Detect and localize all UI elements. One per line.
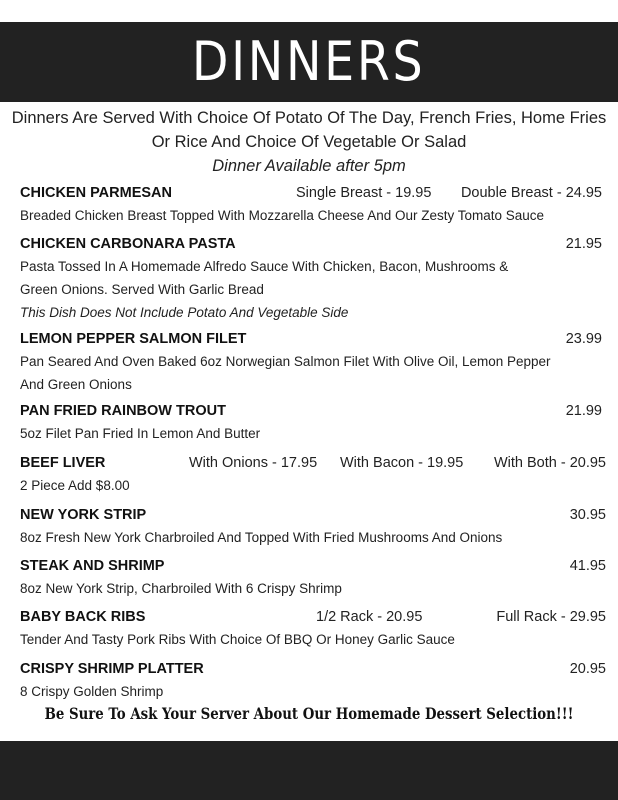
footer-banner xyxy=(0,741,618,800)
item-description: Pasta Tossed In A Homemade Alfredo Sauce With Chicken, Bacon, Mushrooms & xyxy=(20,259,509,274)
item-price: With Onions - 17.95 xyxy=(189,455,318,471)
menu-item-lemon-pepper-salmon-filet xyxy=(20,328,606,396)
item-name: BEEF LIVER xyxy=(20,455,106,471)
menu-item-chicken-parmesan xyxy=(20,182,606,227)
item-description: Tender And Tasty Pork Ribs With Choice Of BBQ Or Honey Garlic Sauce xyxy=(20,632,455,647)
item-name: CRISPY SHRIMP PLATTER xyxy=(20,661,204,677)
item-description: 8oz Fresh New York Charbroiled And Topped With Fried Mushrooms And Onions xyxy=(20,530,503,545)
item-price: 20.95 xyxy=(569,661,606,677)
item-description: 5oz Filet Pan Fried In Lemon And Butter xyxy=(20,426,261,441)
item-description: Pan Seared And Oven Baked 6oz Norwegian Salmon Filet With Olive Oil, Lemon Pepper xyxy=(20,354,551,369)
item-price: 23.99 xyxy=(565,331,602,347)
item-name: PAN FRIED RAINBOW TROUT xyxy=(20,403,226,419)
item-price: 1/2 Rack - 20.95 xyxy=(316,609,423,625)
item-price: With Bacon - 19.95 xyxy=(340,455,464,471)
item-name: CHICKEN CARBONARA PASTA xyxy=(20,236,236,252)
item-name: LEMON PEPPER SALMON FILET xyxy=(20,331,247,347)
item-description: Breaded Chicken Breast Topped With Mozzarella Cheese And Our Zesty Tomato Sauce xyxy=(20,208,545,223)
item-price: Double Breast - 24.95 xyxy=(460,185,602,201)
menu-item-pan-fried-rainbow-trout xyxy=(20,400,606,445)
item-price: 21.95 xyxy=(565,236,602,252)
dessert-note: Be Sure To Ask Your Server About Our Homemade Dessert Selection!!! xyxy=(44,704,574,723)
item-price: 21.99 xyxy=(565,403,602,419)
item-name: CHICKEN PARMESAN xyxy=(20,185,172,201)
item-price: 30.95 xyxy=(569,507,606,523)
item-description: 8oz New York Strip, Charbroiled With 6 Crispy Shrimp xyxy=(20,581,342,596)
header-banner xyxy=(0,22,618,102)
dinner-hours: Dinner Available after 5pm xyxy=(212,157,406,175)
item-description: 8 Crispy Golden Shrimp xyxy=(20,684,164,699)
item-description: Green Onions. Served With Garlic Bread xyxy=(20,282,264,297)
intro-line: Dinners Are Served With Choice Of Potato Of The Day, French Fries, Home Fries xyxy=(11,109,607,127)
menu-item-beef-liver xyxy=(20,452,606,497)
item-price: Single Breast - 19.95 xyxy=(296,185,432,201)
menu-item-baby-back-ribs xyxy=(20,606,606,651)
item-description: And Green Onions xyxy=(20,377,132,392)
menu-item-crispy-shrimp-platter xyxy=(20,658,606,703)
page-title: DINNERS xyxy=(192,30,426,93)
item-name: NEW YORK STRIP xyxy=(20,507,147,523)
item-price: 41.95 xyxy=(569,558,606,574)
menu-item-chicken-carbonara-pasta xyxy=(20,233,606,324)
item-price: With Both - 20.95 xyxy=(493,455,606,471)
item-note: This Dish Does Not Include Potato And Vegetable Side xyxy=(20,305,349,320)
intro xyxy=(0,106,618,178)
menu-item-steak-and-shrimp xyxy=(20,555,606,600)
item-name: STEAK AND SHRIMP xyxy=(20,558,165,574)
item-description: 2 Piece Add $8.00 xyxy=(20,478,130,493)
item-name: BABY BACK RIBS xyxy=(20,609,146,625)
menu-item-new-york-strip xyxy=(20,504,606,549)
item-price: Full Rack - 29.95 xyxy=(496,609,606,625)
intro-line: Or Rice And Choice Of Vegetable Or Salad xyxy=(151,133,467,151)
